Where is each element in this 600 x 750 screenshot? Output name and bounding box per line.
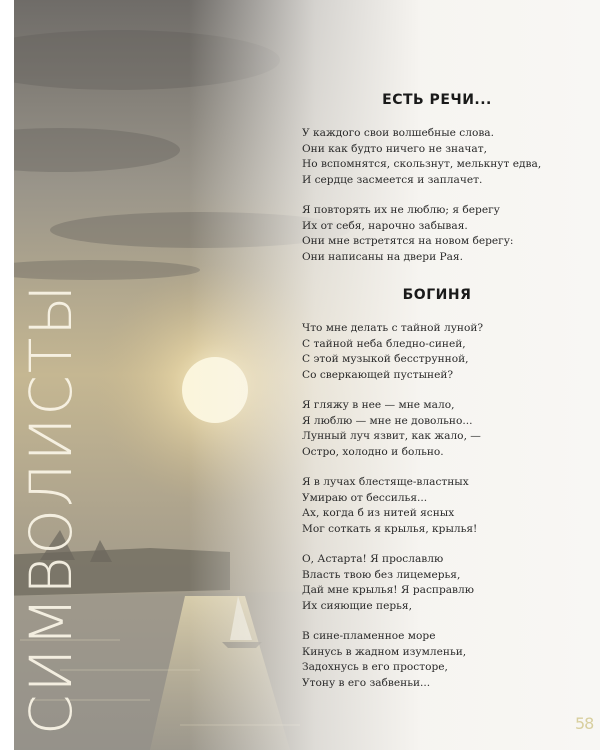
poem-est-rechi <box>302 92 572 265</box>
poem-line: Ах, когда б из нитей ясных <box>302 507 455 519</box>
stanza <box>302 126 572 188</box>
poem-line: Лунный луч язвит, как жало, — <box>302 430 481 442</box>
poem-line: Я повторять их не люблю; я берегу <box>302 204 500 216</box>
poem-line: С этой музыкой бесструнной, <box>302 353 469 365</box>
poem-line: Их от себя, нарочно забывая. <box>302 219 468 232</box>
stanza <box>302 398 572 460</box>
poem-line: Я люблю — мне не довольно... <box>302 414 473 427</box>
poem-line: Но вспомнятся, скользнут, мелькнут едва, <box>302 158 542 170</box>
stanza <box>302 552 572 614</box>
poem-line: Кинусь в жадном изумленьи, <box>302 645 467 658</box>
poem-line: Я гляжу в нее — мне мало, <box>302 399 455 411</box>
poem-line: И сердце засмеется и заплачет. <box>302 173 483 186</box>
poems-column <box>302 92 572 706</box>
poem-line: Мог соткать я крылья, крылья! <box>302 522 478 535</box>
stanza <box>302 321 572 383</box>
poem-line: Они написаны на двери Рая. <box>302 250 463 263</box>
poem-line: Я в лучах блестяще-властных <box>302 476 469 488</box>
poem-line: Дай мне крылья! Я расправлю <box>302 584 474 596</box>
stanza <box>302 203 572 265</box>
poem-line: Что мне делать с тайной луной? <box>302 322 484 334</box>
poem-line: Задохнусь в его просторе, <box>302 661 448 673</box>
poem-line: Утону в его забвеньи... <box>302 676 431 689</box>
stanza <box>302 629 572 691</box>
poem-line: Они как будто ничего не значат, <box>302 142 487 155</box>
poem-line: Их сияющие перья, <box>302 599 412 612</box>
page-edge <box>0 0 14 750</box>
poem-line: Власть твою без лицемерья, <box>302 568 461 581</box>
page-number: 58 <box>575 714 594 733</box>
poem-line: О, Астарта! Я прославлю <box>302 553 444 565</box>
stanza <box>302 475 572 537</box>
poem-line: У каждого свои волшебные слова. <box>302 127 494 139</box>
poem-line: Со сверкающей пустыней? <box>302 368 454 381</box>
poem-line: С тайной неба бледно-синей, <box>302 337 466 350</box>
section-title: СИМВОЛИСТЫ <box>17 282 85 735</box>
poem-line: Они мне встретятся на новом берегу: <box>302 235 514 247</box>
poem-boginya <box>302 287 572 691</box>
poem-line: Остро, холодно и больно. <box>302 445 444 458</box>
poem-title: ЕСТЬ РЕЧИ... <box>382 92 492 108</box>
poem-line: В сине-пламенное море <box>302 630 436 642</box>
poem-title: БОГИНЯ <box>402 287 472 303</box>
poem-line: Умираю от бессилья... <box>302 491 428 504</box>
